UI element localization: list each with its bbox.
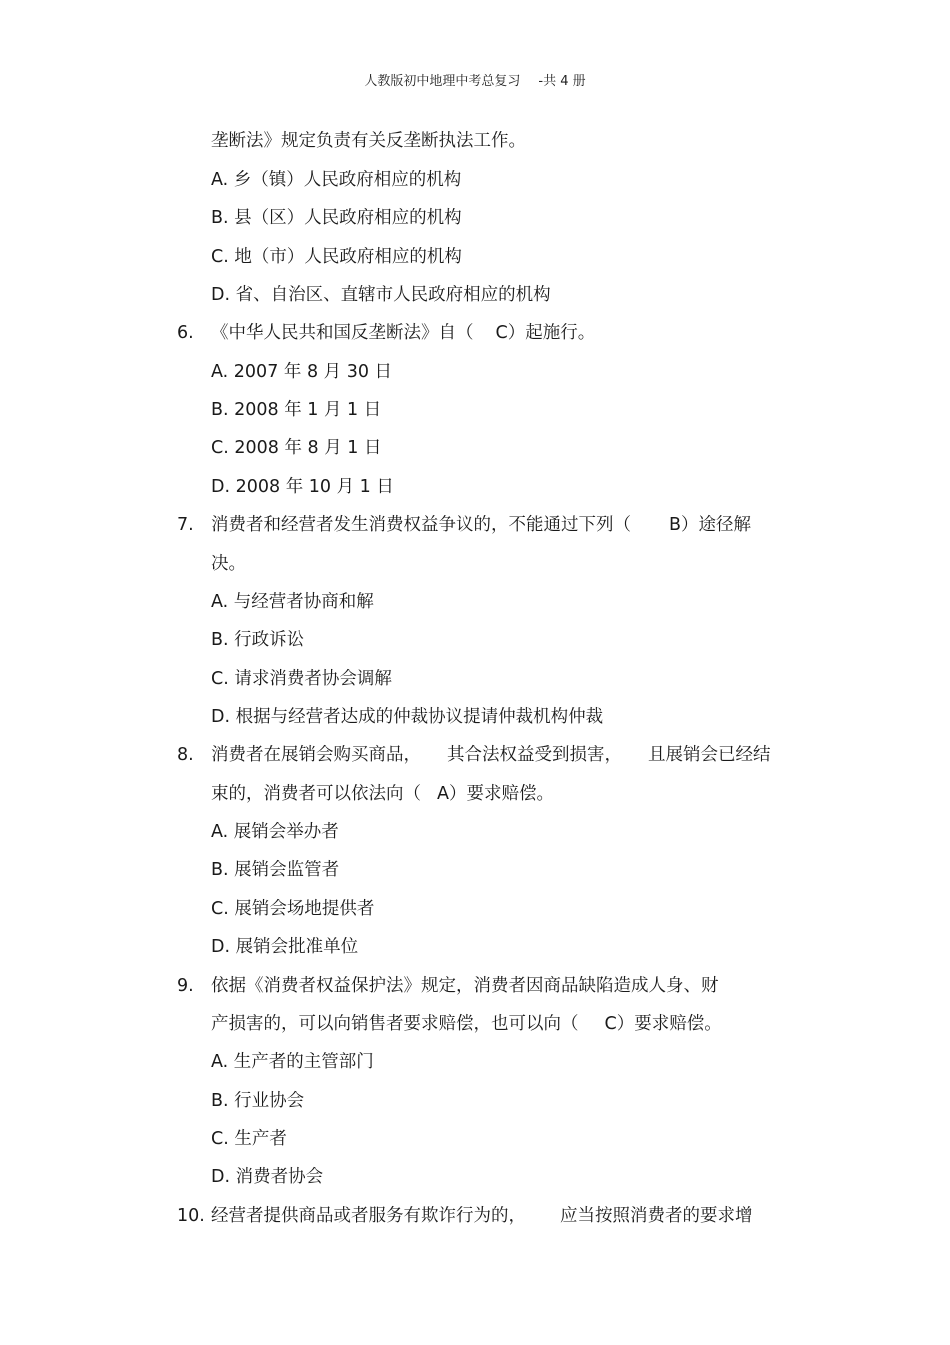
question-number: 6. [177,323,194,343]
option-line: D. 2008 年 10 月 1 日 [211,477,394,497]
option-line: D. 展销会批准单位 [211,937,359,957]
option-line: C. 地（市）人民政府相应的机构 [211,247,462,267]
option-line: D. 省、自治区、直辖市人民政府相应的机构 [211,285,551,305]
option-line: B. 2008 年 1 月 1 日 [211,400,382,420]
option-line: C. 展销会场地提供者 [211,899,375,919]
question-number: 9. [177,976,194,996]
option-line: B. 展销会监管者 [211,860,340,880]
option-line: C. 请求消费者协会调解 [211,669,392,689]
option-line: C. 2008 年 8 月 1 日 [211,438,382,458]
option-line: A. 2007 年 8 月 30 日 [211,362,393,382]
option-line: B. 行业协会 [211,1091,305,1111]
option-line: B. 行政诉讼 [211,630,305,650]
option-line: A. 乡（镇）人民政府相应的机构 [211,170,462,190]
option-line: B. 县（区）人民政府相应的机构 [211,208,462,228]
question-number: 10. [177,1206,205,1226]
option-line: A. 生产者的主管部门 [211,1052,374,1072]
option-line: A. 展销会举办者 [211,822,339,842]
option-line: C. 生产者 [211,1129,287,1149]
header-volume: -共 4 册 [538,74,586,89]
question-number: 8. [177,745,194,765]
header-title: 人教版初中地理中考总复习 [364,74,521,89]
option-line: A. 与经营者协商和解 [211,592,374,612]
option-line: D. 根据与经营者达成的仲裁协议提请仲裁机构仲裁 [211,707,604,727]
question-number: 7. [177,515,194,535]
option-line: D. 消费者协会 [211,1167,324,1187]
page-header [0,70,950,89]
